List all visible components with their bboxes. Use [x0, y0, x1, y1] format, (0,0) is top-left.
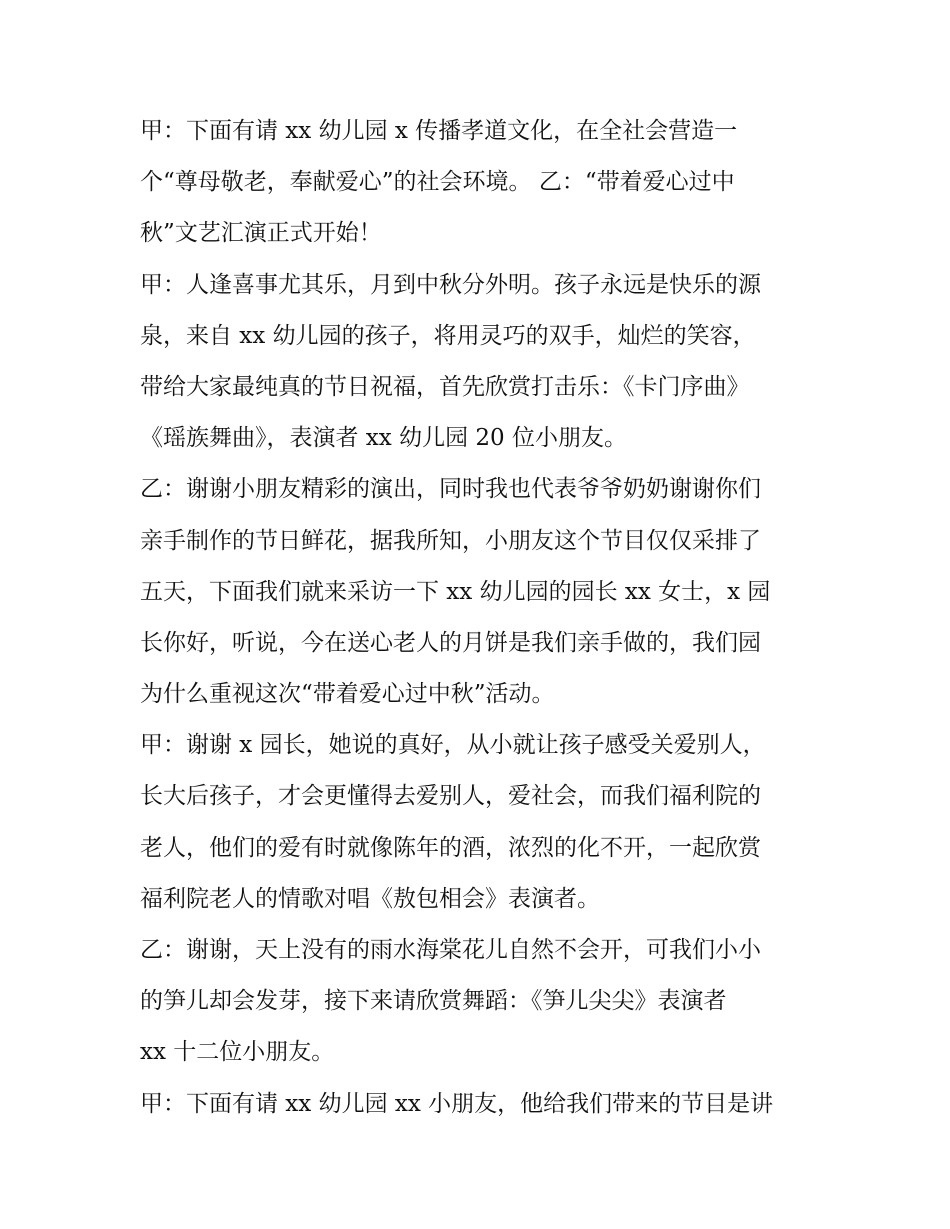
text-line: 秋”文艺汇演正式开始！: [140, 220, 382, 247]
text-line: 福利院老人的情歌对唱《敖包相会》表演者。: [140, 885, 600, 912]
text-line: 亲手制作的节日鲜花，据我所知，小朋友这个节目仅仅采排了: [140, 527, 761, 554]
text-line: 五天，下面我们就来采访一下 xx 幼儿园的园长 xx 女士，x 园: [140, 578, 771, 605]
text-line: 带给大家最纯真的节日祝福，首先欣赏打击乐：《卡门序曲》: [140, 373, 750, 400]
document-body: [140, 106, 840, 1130]
text-line: xx 十二位小朋友。: [140, 1039, 335, 1066]
text-line: 甲：人逢喜事尤其乐，月到中秋分外明。孩子永远是快乐的源: [140, 271, 761, 298]
text-line: 长你好，听说，今在送心老人的月饼是我们亲手做的，我们园: [140, 629, 761, 656]
text-line: 甲：下面有请 xx 幼儿园 xx 小朋友，他给我们带来的节目是讲: [140, 1090, 774, 1117]
text-line: 乙：谢谢，天上没有的雨水海棠花儿自然不会开，可我们小小: [140, 937, 761, 963]
text-line: 《瑶族舞曲》，表演者 xx 幼儿园 20 位小朋友。: [140, 425, 627, 452]
text-line: 个“尊母敬老，奉献爱心”的社会环境。 乙：“带着爱心过中: [140, 169, 735, 196]
text-line: 甲：谢谢 x 园长，她说的真好，从小就让孩子感受关爱别人，: [140, 732, 766, 759]
text-line: 乙：谢谢小朋友精彩的演出，同时我也代表爷爷奶奶谢谢你们: [140, 476, 761, 503]
text-line: 长大后孩子，才会更懂得去爱别人，爱社会，而我们福利院的: [140, 783, 761, 810]
text-line: 泉，来自 xx 幼儿园的孩子，将用灵巧的双手，灿烂的笑容，: [140, 322, 756, 349]
text-line: 甲：下面有请 xx 幼儿园 x 传播孝道文化，在全社会营造一: [140, 118, 738, 144]
text-line: 为什么重视这次“带着爱心过中秋”活动。: [140, 681, 555, 708]
text-line: 老人，他们的爱有时就像陈年的酒，浓烈的化不开，一起欣赏: [140, 834, 761, 861]
text-line: 的笋儿却会发芽，接下来请欣赏舞蹈：《笋儿尖尖》表演者: [140, 988, 727, 1015]
